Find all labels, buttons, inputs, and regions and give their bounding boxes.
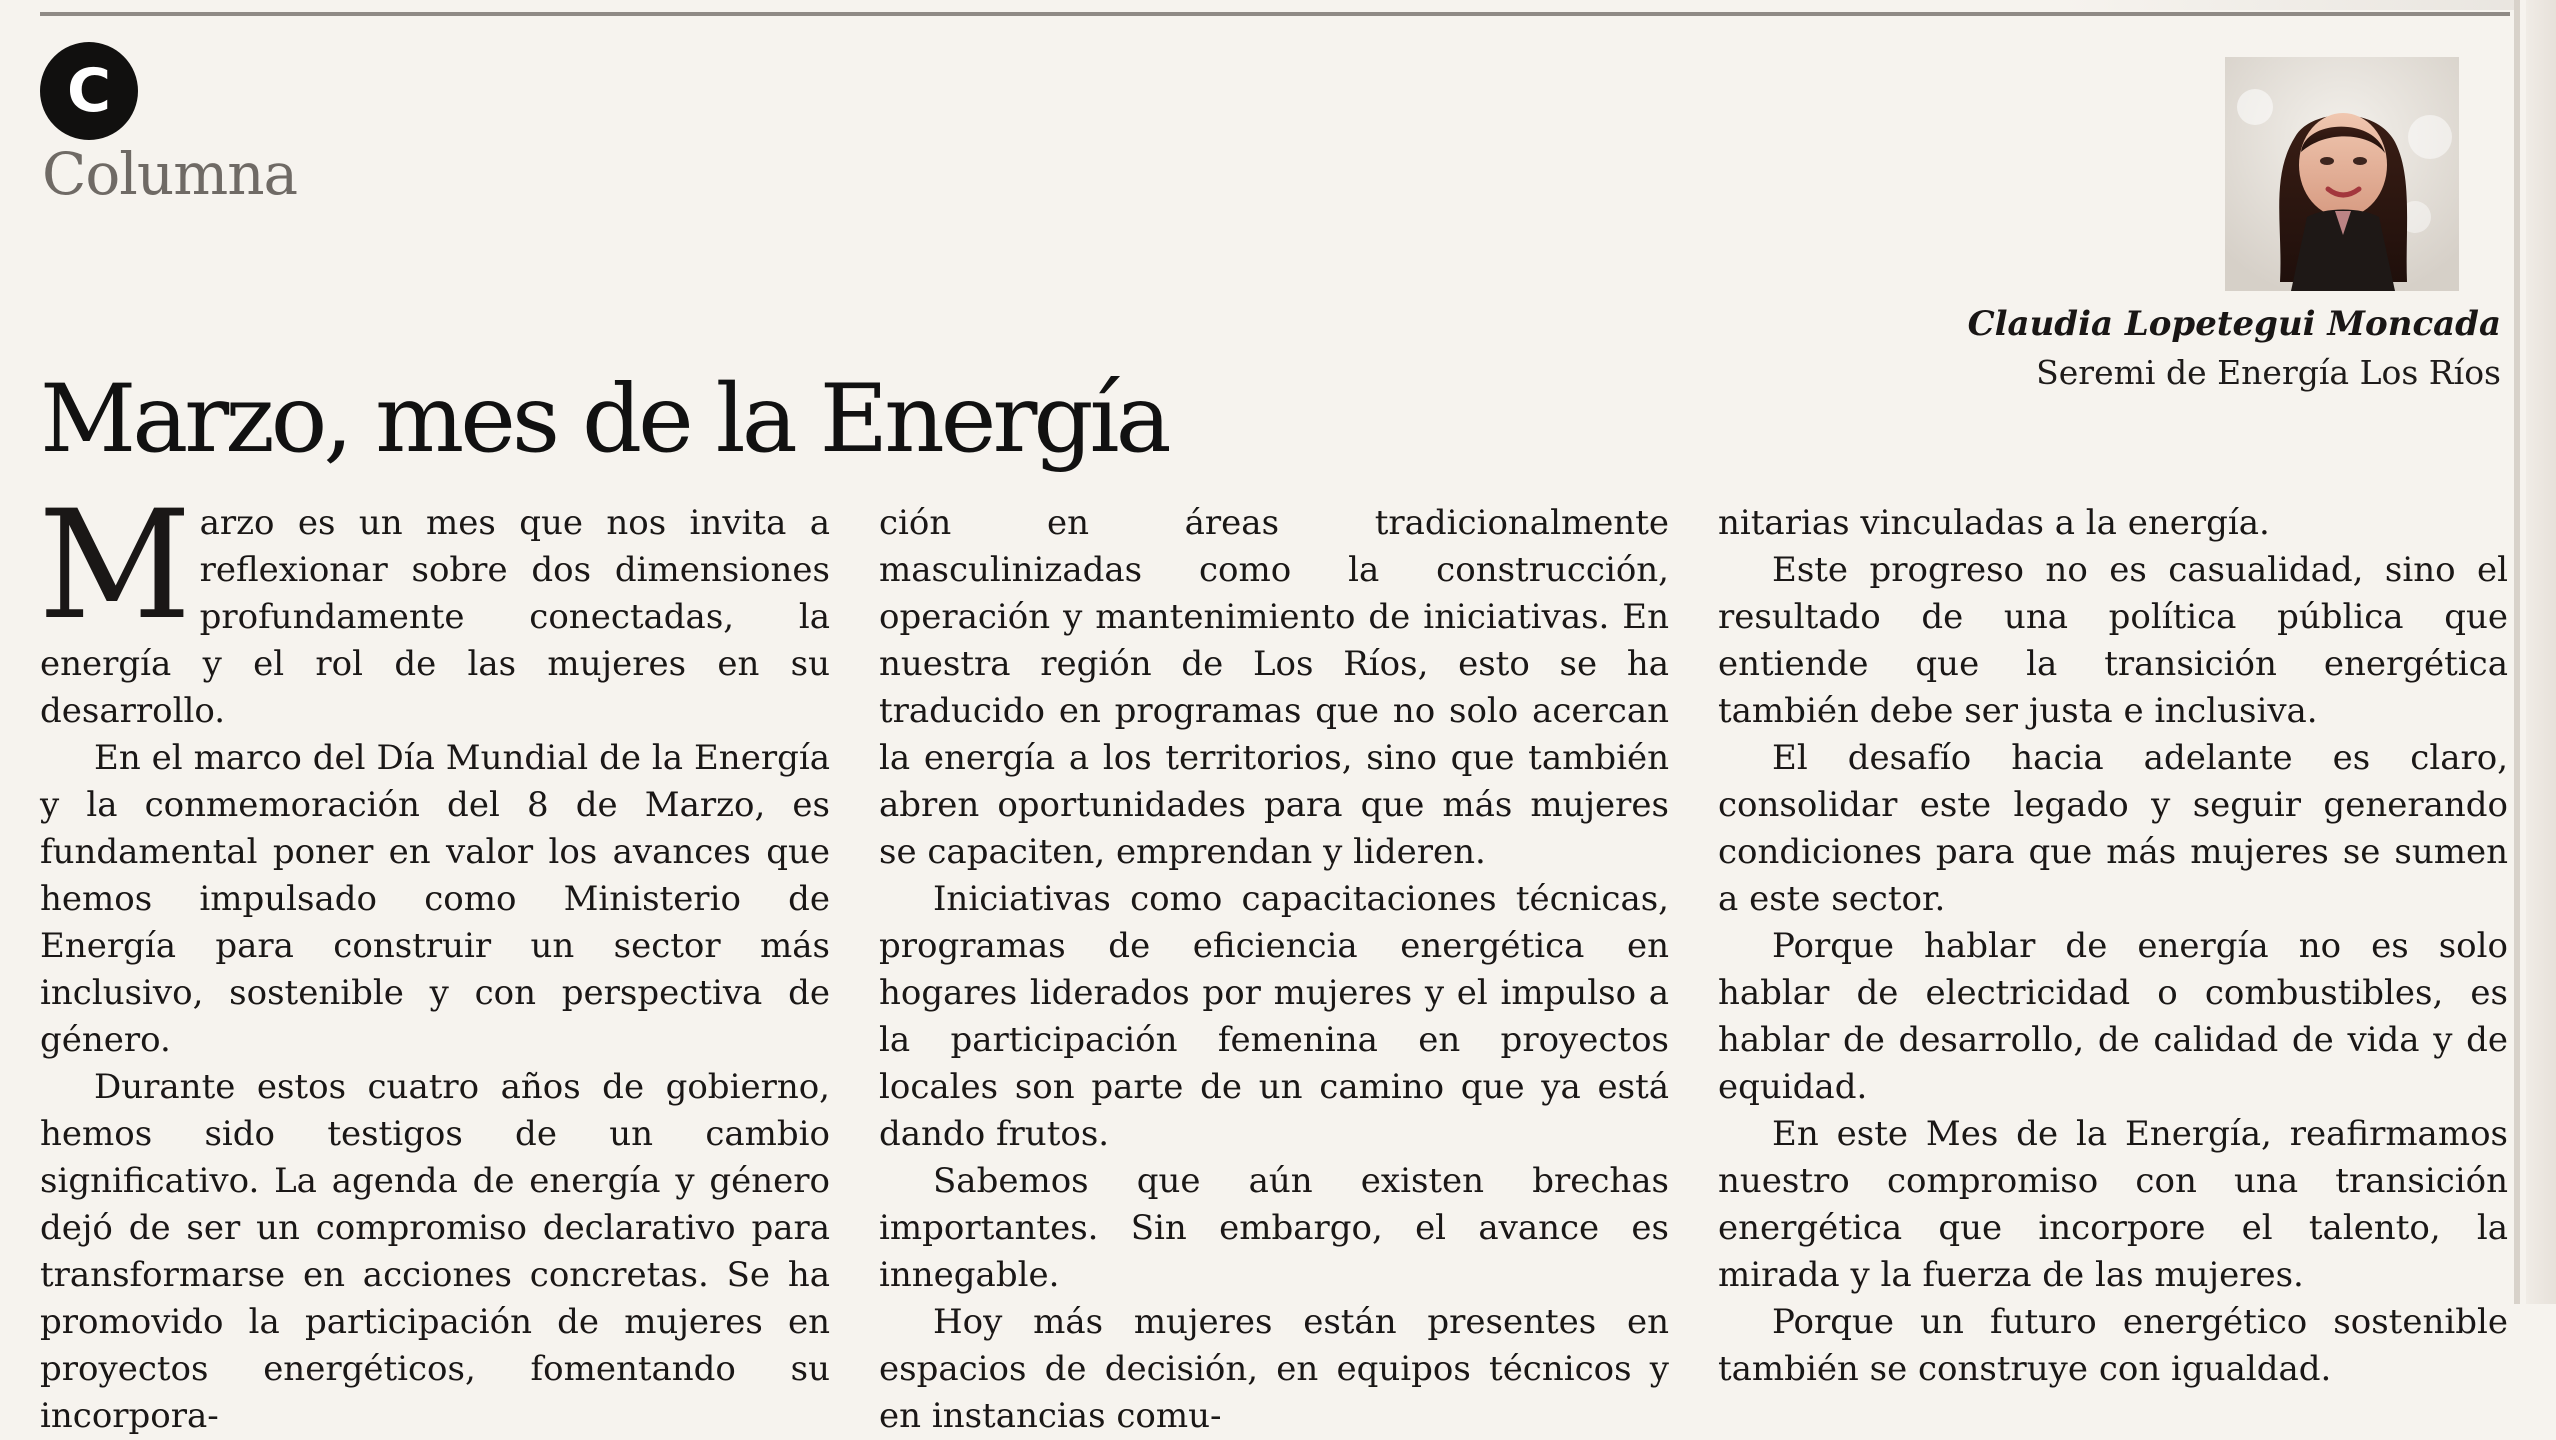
article-paragraph: Este progreso no es casualidad, sino el resultado de una política pública que entiende que la transición energética también debe ser justa e inclusiva.	[1718, 550, 2508, 731]
article-paragraph: ción en áreas tradicionalmente masculinizadas como la construcción, operación y mantenimiento de iniciativas. En nuestra región de Los Ríos, esto se ha traducido en programas que no solo acercan la energía a los territorios, sino que también abren oportunidades para que más mujeres se capaciten, emprendan y lideren.	[879, 503, 1669, 872]
top-strip	[2060, 0, 2520, 10]
article-paragraph	[38, 479, 830, 735]
article-paragraph: Iniciativas como capacitaciones técnicas, programas de eficiencia energética en hogares liderados por mujeres y el impulso a la participación femenina en proyectos locales son parte de un camino que ya está dando frutos.	[879, 879, 1669, 1154]
article-paragraph: El desafío hacia adelante es claro, consolidar este legado y seguir generando condiciones para que más mujeres se sumen a este sector.	[1718, 738, 2508, 919]
article-paragraph: En el marco del Día Mundial de la Energía y la conmemoración del 8 de Marzo, es fundamental poner en valor los avances que hemos impulsado como Ministerio de Energía para construir un sector más inclusivo, sostenible y con perspectiva de género.	[40, 738, 830, 1060]
author-role: Seremi de Energía Los Ríos	[2036, 352, 2501, 392]
article-paragraph: Sabemos que aún existen brechas importantes. Sin embargo, el avance es innegable.	[879, 1161, 1669, 1295]
article-title: Marzo, mes de la Energía	[40, 364, 1168, 474]
paragraph-text: arzo es un mes que nos invita a reflexionar sobre dos dimensiones profundamente conectadas, la energía y el rol de las mujeres en su desarrollo.	[40, 503, 830, 731]
article-column-3	[1718, 500, 2508, 1440]
adjacent-column-edge	[2526, 0, 2556, 1304]
article-body	[38, 479, 2518, 1436]
article-paragraph: Hoy más mujeres están presentes en espacios de decisión, en equipos técnicos y en instancias comu-	[879, 1302, 1669, 1436]
author-name: Claudia Lopetegui Moncada	[1967, 304, 2501, 344]
section-badge-letter: C	[66, 56, 112, 126]
article-paragraph: Porque un futuro energético sostenible también se construye con igualdad.	[1718, 1302, 2508, 1389]
article-paragraph: En este Mes de la Energía, reafirmamos nuestro compromiso con una transición energética que incorpore el talento, la mirada y la fuerza de las mujeres.	[1718, 1114, 2508, 1295]
section-title: Columna	[42, 140, 298, 208]
article-paragraph: Durante estos cuatro años de gobierno, hemos sido testigos de un cambio significativo. La agenda de energía y género dejó de ser un compromiso declarativo para transformarse en acciones concretas. Se ha promovido la participación de mujeres en proyectos energéticos, fomentando su incorpora-	[40, 1067, 830, 1436]
article-paragraph: Porque hablar de energía no es solo hablar de electricidad o combustibles, es hablar de desarrollo, de calidad de vida y de equidad.	[1718, 926, 2508, 1107]
top-rule	[40, 12, 2510, 16]
portrait-image	[2225, 57, 2459, 291]
section-badge	[40, 42, 138, 140]
author-photo	[2225, 57, 2459, 291]
article-column-1	[38, 479, 830, 1440]
dropcap: M	[38, 479, 186, 653]
author-info	[1968, 303, 2501, 393]
article-paragraph: nitarias vinculadas a la energía.	[1718, 503, 2270, 543]
article-column-2	[879, 500, 1669, 1440]
